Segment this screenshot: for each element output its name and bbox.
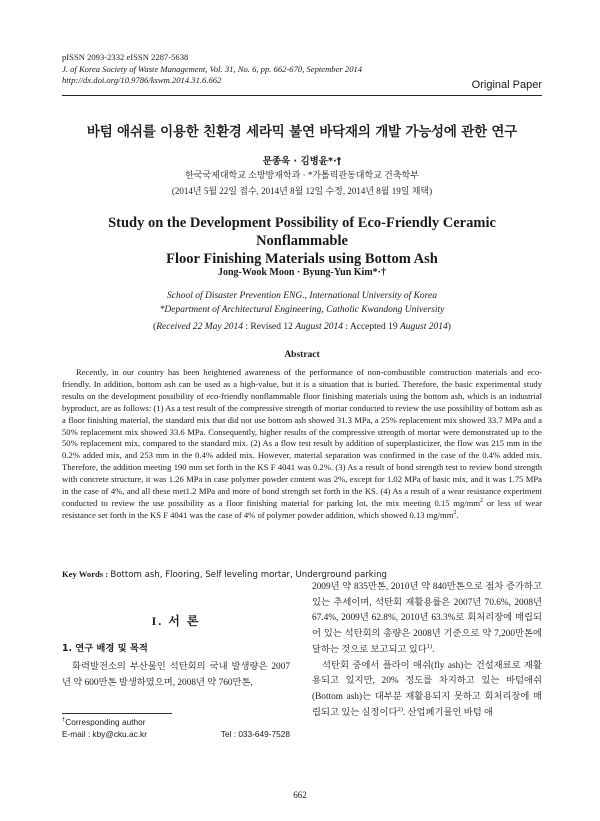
right-paragraph-2 <box>312 659 542 722</box>
keywords <box>62 569 387 580</box>
korean-received-dates: (2014년 5월 22일 접수, 2014년 8월 12일 수정, 2014년 8월 19일 채택) <box>171 186 433 196</box>
english-title-line-1: Study on the Development Possibility of Eco-Friendly Ceramic Nonflammable <box>108 215 496 249</box>
abstract-body <box>62 367 542 522</box>
abstract-text-end: . <box>456 509 459 520</box>
body-right-column <box>312 580 542 721</box>
footnote-label: Corresponding author <box>65 717 146 727</box>
english-authors: Jong-Wook Moon · Byung-Yun Kim*·† <box>217 267 386 278</box>
english-affiliation-2: *Department of Architectural Engineering, Catholic Kwandong University <box>159 305 445 315</box>
keywords-value: Bottom ash, Flooring, Self leveling mortar, Underground parking <box>110 570 388 580</box>
journal-citation: J. of Korea Society of Waste Management, Vol. 31, No. 6, pp. 662-670, September 2014 <box>62 63 363 74</box>
citation-1: 1) <box>426 642 433 650</box>
right-para-1-end: . <box>432 644 435 655</box>
abstract-heading: Abstract <box>284 350 320 360</box>
issn-line: pISSN 2093-2332 eISSN 2287-5638 <box>62 52 189 62</box>
korean-affiliation: 한국국제대학교 소방방재학과 · *가톨릭관동대학교 건축학부 <box>185 170 419 180</box>
abstract-text: Recently, in our country has been heightened awareness of the performance of non-combustible construction materials and eco-friendly. In addition, bottom ash can be used as a high-value, but it is a situation that is buried. Therefore, the basic experimental study results on the development possibility of eco-friendly nonflammable floor finishing materials using the bottom ash, which is an industrial byproduct, are as follows: (1) As a test result of the compressive strength of mortar conducted to review the use possibility of bottom ash as a floor finishing material, the standard mix that did not use bottom ash showed 31.3 MPa, a 25% replacement mix showed 33.7 MPa and a 50% replacement mix showed 33.6 MPa. Consequently, higher results of the compressive strength of mortar were demonstrated up to the 50% replacement mix, compared to the standard mix. (2) As a flow test result by addition of superplasticizer, the flow was 215 mm in the 0.2% added mix, and 253 mm in the 0.4% added mix. However, material separation was confirmed in the case of the 0.4% added mix. Therefore, the addition meeting 190 mm set forth in the KS F 4041 was 0.2%. (3) As a result of bond strength test to review bond strength with concrete structure, it was 1.26 MPa in case polymer powder content was 2%, except for 1.02 MPa of basic mix, and it was 1.75 MPa in the case of 4%, and all these met1.2 MPa and more of bond strength set forth in the KS. (4) As a result of a wear resistance experiment conducted to review the use possibility as a floor finishing material for parking lot, the mix meeting 0.15 mg/mm <box>62 367 542 508</box>
right-para-2-text: 석탄회 중에서 플라이 애쉬(fly ash)는 건설재료로 재활용되고 있지만, 20% 정도를 차지하고 있는 바텀애쉬(Bottom ash)는 대부분 재활용되지 못하고 회처리장에 매립되고 있는 실정이다 <box>312 660 542 718</box>
abstract-sup-1: 2 <box>480 498 484 505</box>
footnote <box>62 717 290 740</box>
recv-close: ) <box>447 322 451 332</box>
korean-title: 바텀 애쉬를 이용한 친환경 세라믹 불연 바닥재의 개발 가능성에 관한 연구 <box>86 124 518 140</box>
body-left-column: 화력발전소의 부산물인 석탄회의 국내 발생량은 2007년 약 600만톤 발생하였으며, 2008년 약 760만톤, <box>62 662 290 688</box>
footnote-corresponding <box>62 717 290 729</box>
abstract-sup-2: 2 <box>453 510 457 517</box>
footnote-contact <box>62 729 290 741</box>
citation-2: 2) <box>397 705 403 713</box>
english-title <box>62 214 542 268</box>
english-title-line-2: Floor Finishing Materials using Bottom Ash <box>166 251 438 267</box>
footnote-tel: Tel : 033-649-7528 <box>220 728 290 739</box>
article-type-badge: Original Paper <box>471 79 542 91</box>
footnote-email: E-mail : kby@cku.ac.kr <box>62 728 147 739</box>
subsection-heading: 1. 연구 배경 및 목적 <box>62 643 148 654</box>
right-paragraph-1 <box>312 580 542 659</box>
english-affiliation-1: School of Disaster Prevention ENG., International University of Korea <box>166 291 437 301</box>
abstract-text-mid: or less of wear resistance set forth in the KS F 4041 was the case of 4% of polymer powder addition, which showed 0.13 mg/mm <box>62 497 543 520</box>
header-divider <box>62 95 542 96</box>
accepted-date: August 2014 <box>400 322 448 332</box>
korean-authors: 문종욱 · 김병윤*·† <box>262 156 342 167</box>
english-received-dates <box>62 322 542 332</box>
right-para-1-text: 2009년 약 835만톤, 2010년 약 840만톤으로 점차 증가하고 있는 추세이며, 석탄회 재활용률은 2007년 70.6%, 2008년 67.4%, 2009년 62.8%, 2010년 63.3%로 회처리장에 매립되어 있는 석탄회의 총량은 2008년 기준으로 약 7,200만톤에 달하는 것으로 보고되고 있다 <box>312 582 542 655</box>
recv-open: ( <box>153 322 157 332</box>
received-date: Received 22 May 2014 <box>156 322 243 332</box>
section-heading: I. 서 론 <box>151 614 201 628</box>
recv-sep-2: : Accepted 19 <box>343 322 400 332</box>
journal-header <box>62 52 542 87</box>
right-para-2-end: . 산업폐기물인 바텀 애 <box>402 707 494 718</box>
doi-link[interactable]: http://dx.doi.org/10.9786/kswm.2014.31.6.662 <box>62 75 222 85</box>
recv-sep-1: : Revised 12 <box>243 322 296 332</box>
keywords-label: Key Words : <box>62 569 111 579</box>
page-number: 662 <box>293 790 307 800</box>
footnote-mark: † <box>62 717 66 724</box>
footnote-divider <box>62 713 172 714</box>
revised-date: August 2014 <box>295 322 344 332</box>
